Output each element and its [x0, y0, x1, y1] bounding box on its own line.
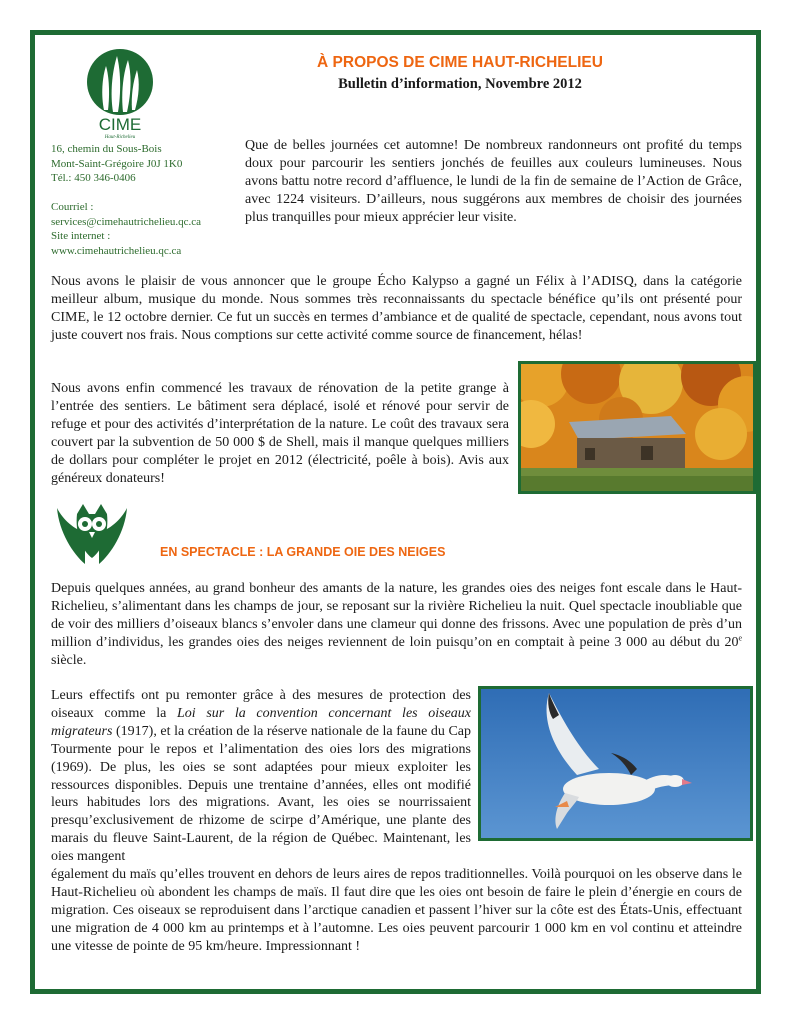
owl-icon — [53, 502, 131, 572]
cime-logo — [84, 48, 156, 140]
svg-text:Haut-Richelieu: Haut-Richelieu — [104, 135, 136, 140]
intro-paragraph: Que de belles journées cet automne! De nombreux randonneurs ont profité du temps doux pour parcourir les sentiers jonchés de feuilles aux couleurs lumineuses. Nous avons battu notre record d’affluence, le lundi de la fin de semaine de l’Action de Grâce, avec 1224 visiteurs. D’ailleurs, nous suggérons aux membres de choisir des journées plus tranquilles pour mieux apprécier leur visite. — [245, 138, 742, 225]
barn-photo — [518, 361, 756, 494]
email-link[interactable]: services@cimehautrichelieu.qc.ca — [51, 215, 201, 228]
geese-paragraph-2: Leurs effectifs ont pu remonter grâce à des mesures de protection des oiseaux comme la Loi sur la convention concernant les oiseaux migrateurs (1917), et la création de la réserve nationale de la faune du Cap Tourmente pour le repos et l’alimentation des oies lors des migrations (1969). De plus, les oies se sont adaptées pour mieux exploiter les ressources disponibles. Depuis une trentaine d’années, elles ont modifié leurs habitudes lors des migrations. Avant, les oies se nourrissaient presqu’exclusivement de rhizome de scirpe d’Amérique, une plante des marais du fleuve Saint-Laurent, de la région de Québec. Maintenant, les oies mangent — [51, 688, 472, 865]
website-link[interactable]: www.cimehautrichelieu.qc.ca — [51, 244, 182, 257]
address-line2: Mont-Saint-Grégoire J0J 1K0 — [51, 157, 183, 170]
law-title: Loi sur la convention concernant les oiseaux migrateurs — [51, 705, 472, 739]
page-subtitle: Bulletin d’information, Novembre 2012 — [338, 76, 582, 92]
page-title: À PROPOS DE CIME HAUT-RICHELIEU — [317, 54, 603, 71]
contact-block — [51, 142, 201, 258]
geese-paragraph-1: Depuis quelques années, au grand bonheur des amants de la nature, les grandes oies des neiges font escale dans le Haut-Richelieu, s’alimentant dans les champs de jour, se reposant sur la rivière Richelieu la nuit. Quel spectacle inoubliable que de voir des milliers d’oiseaux blancs s’envoler dans une clameur qui donne des frissons. Avec une population de près d’un million d’individus, les grandes oies des neiges reviennent de loin puisqu’on en comptait à peine 3 000 au début du 20e siècle. — [51, 581, 742, 668]
svg-text:CIME: CIME — [98, 115, 142, 134]
website-label: Site internet : — [51, 230, 111, 242]
email-label: Courriel : — [51, 201, 94, 213]
phone: Tél.: 450 346-0406 — [51, 172, 136, 184]
renovation-paragraph: Nous avons enfin commencé les travaux de rénovation de la petite grange à l’entrée des sentiers. Le bâtiment sera déplacé, isolé et rénové pour servir de refuge et pour des activités d’interprétation de la nature. Le coût des travaux sera couvert par la subvention de 50 000 $ de Shell, mais il manque quelques milliers de dollars pour compléter le projet en 2012 (électricité, poêle à bois). Avis aux généreux donateurs! — [51, 381, 509, 486]
section-title: EN SPECTACLE : LA GRANDE OIE DES NEIGES — [160, 545, 446, 559]
geese-paragraph-3: également du maïs qu’elles trouvent en dehors de leurs aires de repos traditionnelles. Voilà pourquoi on les observe dans le Haut-Richelieu où abondent les champs de maïs. Il faut dire que les oies ont besoin de faire le plein d’énergie en cours de migration. Ces oiseaux se reproduisent dans l’arctique canadien et passent l’hiver sur la côte est des États-Unis, effectuant une migration de 4 000 km au printemps et à l’automne. Les oies peuvent parcourir 1 000 km en vol continu et atteindre une vitesse de pointe de 95 km/heure. Impressionnant ! — [51, 867, 742, 954]
snow-goose-photo — [478, 686, 753, 841]
concert-paragraph: Nous avons le plaisir de vous annoncer que le groupe Écho Kalypso a gagné un Félix à l’ADISQ, dans la catégorie meilleur album, musique du monde. Nous sommes très reconnaissants du spectacle bénéfice qu’ils ont présenté pour CIME, le 12 octobre dernier. Ce fut un succès en termes d’ambiance et de qualité de spectacle, cependant, nous avons tout juste couvert nos frais. Nous comptions sur cette activité comme source de financement, hélas! — [51, 274, 742, 343]
address-line1: 16, chemin du Sous-Bois — [51, 143, 162, 155]
